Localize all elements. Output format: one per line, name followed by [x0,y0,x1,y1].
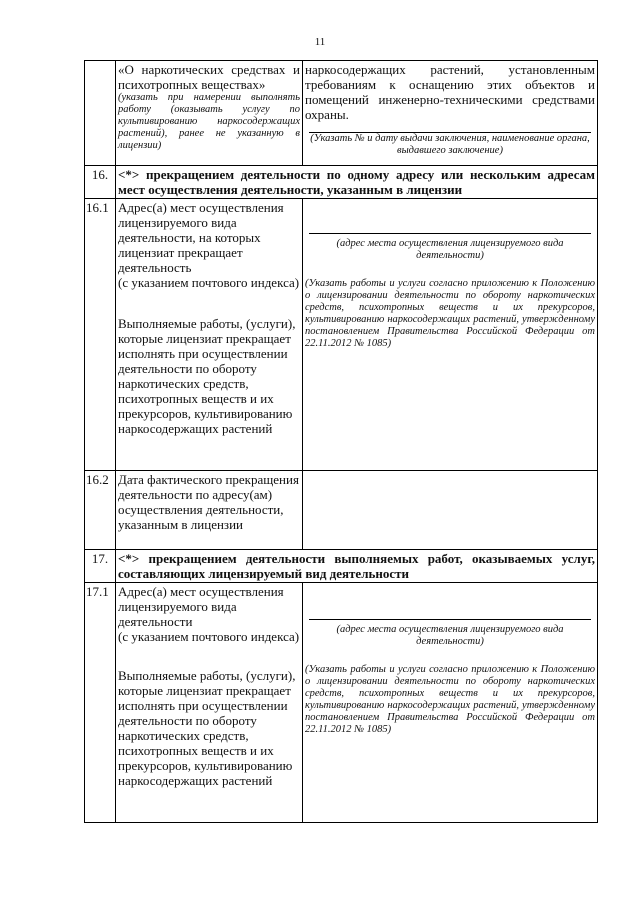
address-label: Адрес(а) мест осуществления лицензируемого вида деятельности, на которых лицензиат прекращает деятельность (с указанием почтового индекса) [118,200,300,290]
date-label: Дата фактического прекращения деятельности по адресу(ам) осуществления деятельности, указанным в лицензии [118,472,299,532]
table-row [85,199,598,471]
address-note: (адрес места осуществления лицензируемого вида деятельности) [336,238,564,261]
application-form-table [84,60,598,823]
table-row [85,583,598,823]
row-value-cell[interactable] [303,583,598,823]
law-title-text: «О наркотических средствах и психотропных веществах» [118,62,300,92]
row-value-cell[interactable] [303,471,598,550]
address-label: Адрес(а) мест осуществления лицензируемого вида деятельности (с указанием почтового индекса) [118,584,300,644]
address-note: (адрес места осуществления лицензируемого вида деятельности) [336,624,564,647]
row-label-cell [116,471,303,550]
row-number-cell [85,61,116,166]
row-label-cell [116,199,303,471]
row-label-cell [116,583,303,823]
page-number: 11 [314,36,326,48]
row-number: 17.1 [85,583,116,823]
address-entry-line[interactable] [309,619,591,620]
requirements-text: наркосодержащих растений, установленным требованиям к оснащению этих объектов и помещений инженерно-техническими средствами охраны. [305,62,595,122]
section-number: 17. [85,550,116,583]
conclusion-note: (Указать № и дату выдачи заключения, наименование органа, выдавшего заключение) [310,133,590,156]
section-header-row [85,550,598,583]
row-value-cell [303,61,598,166]
works-label: Выполняемые работы, (услуги), которые лицензиат прекращает исполнять при осуществлении деятельности по обороту наркотических средств, психотропных веществ и их прекурсоров, культивированию наркосодержащих растений [118,668,296,788]
address-entry-line[interactable] [309,233,591,234]
table-row [85,61,598,166]
works-label: Выполняемые работы, (услуги), которые лицензиат прекращает исполнять при осуществлении деятельности по обороту наркотических средств, психотропных веществ и их прекурсоров, культивированию наркосодержащих растений [118,316,296,436]
table-row [85,471,598,550]
row-value-cell[interactable] [303,199,598,471]
instruction-note: (указать при намерении выполнять работу (оказывать услугу по культивированию наркосодержащих растений), ранее не указанную в лицензии) [118,92,300,151]
works-note: (Указать работы и услуги согласно приложению к Положению о лицензировании деятельности по обороту наркотических средств, психотропных веществ и их прекурсоров, культивированию наркосодержащих растений, утвержденному постановлением Правительства Российской Федерации от 22.11.2012 № 1085) [305,664,595,735]
section-header-row [85,166,598,199]
section-header-16: <*> прекращением деятельности по одному адресу или нескольким адресам мест осуществления деятельности, указанным в лицензии [116,166,598,199]
works-note: (Указать работы и услуги согласно приложению к Положению о лицензировании деятельности по обороту наркотических средств, психотропных веществ и их прекурсоров, культивированию наркосодержащих растений, утвержденному постановлением Правительства Российской Федерации от 22.11.2012 № 1085) [305,278,595,349]
row-number: 16.1 [85,199,116,471]
row-label-cell [116,61,303,166]
section-number: 16. [85,166,116,199]
row-number: 16.2 [85,471,116,550]
section-header-17: <*> прекращением деятельности выполняемых работ, оказываемых услуг, составляющих лицензируемый вид деятельности [116,550,598,583]
